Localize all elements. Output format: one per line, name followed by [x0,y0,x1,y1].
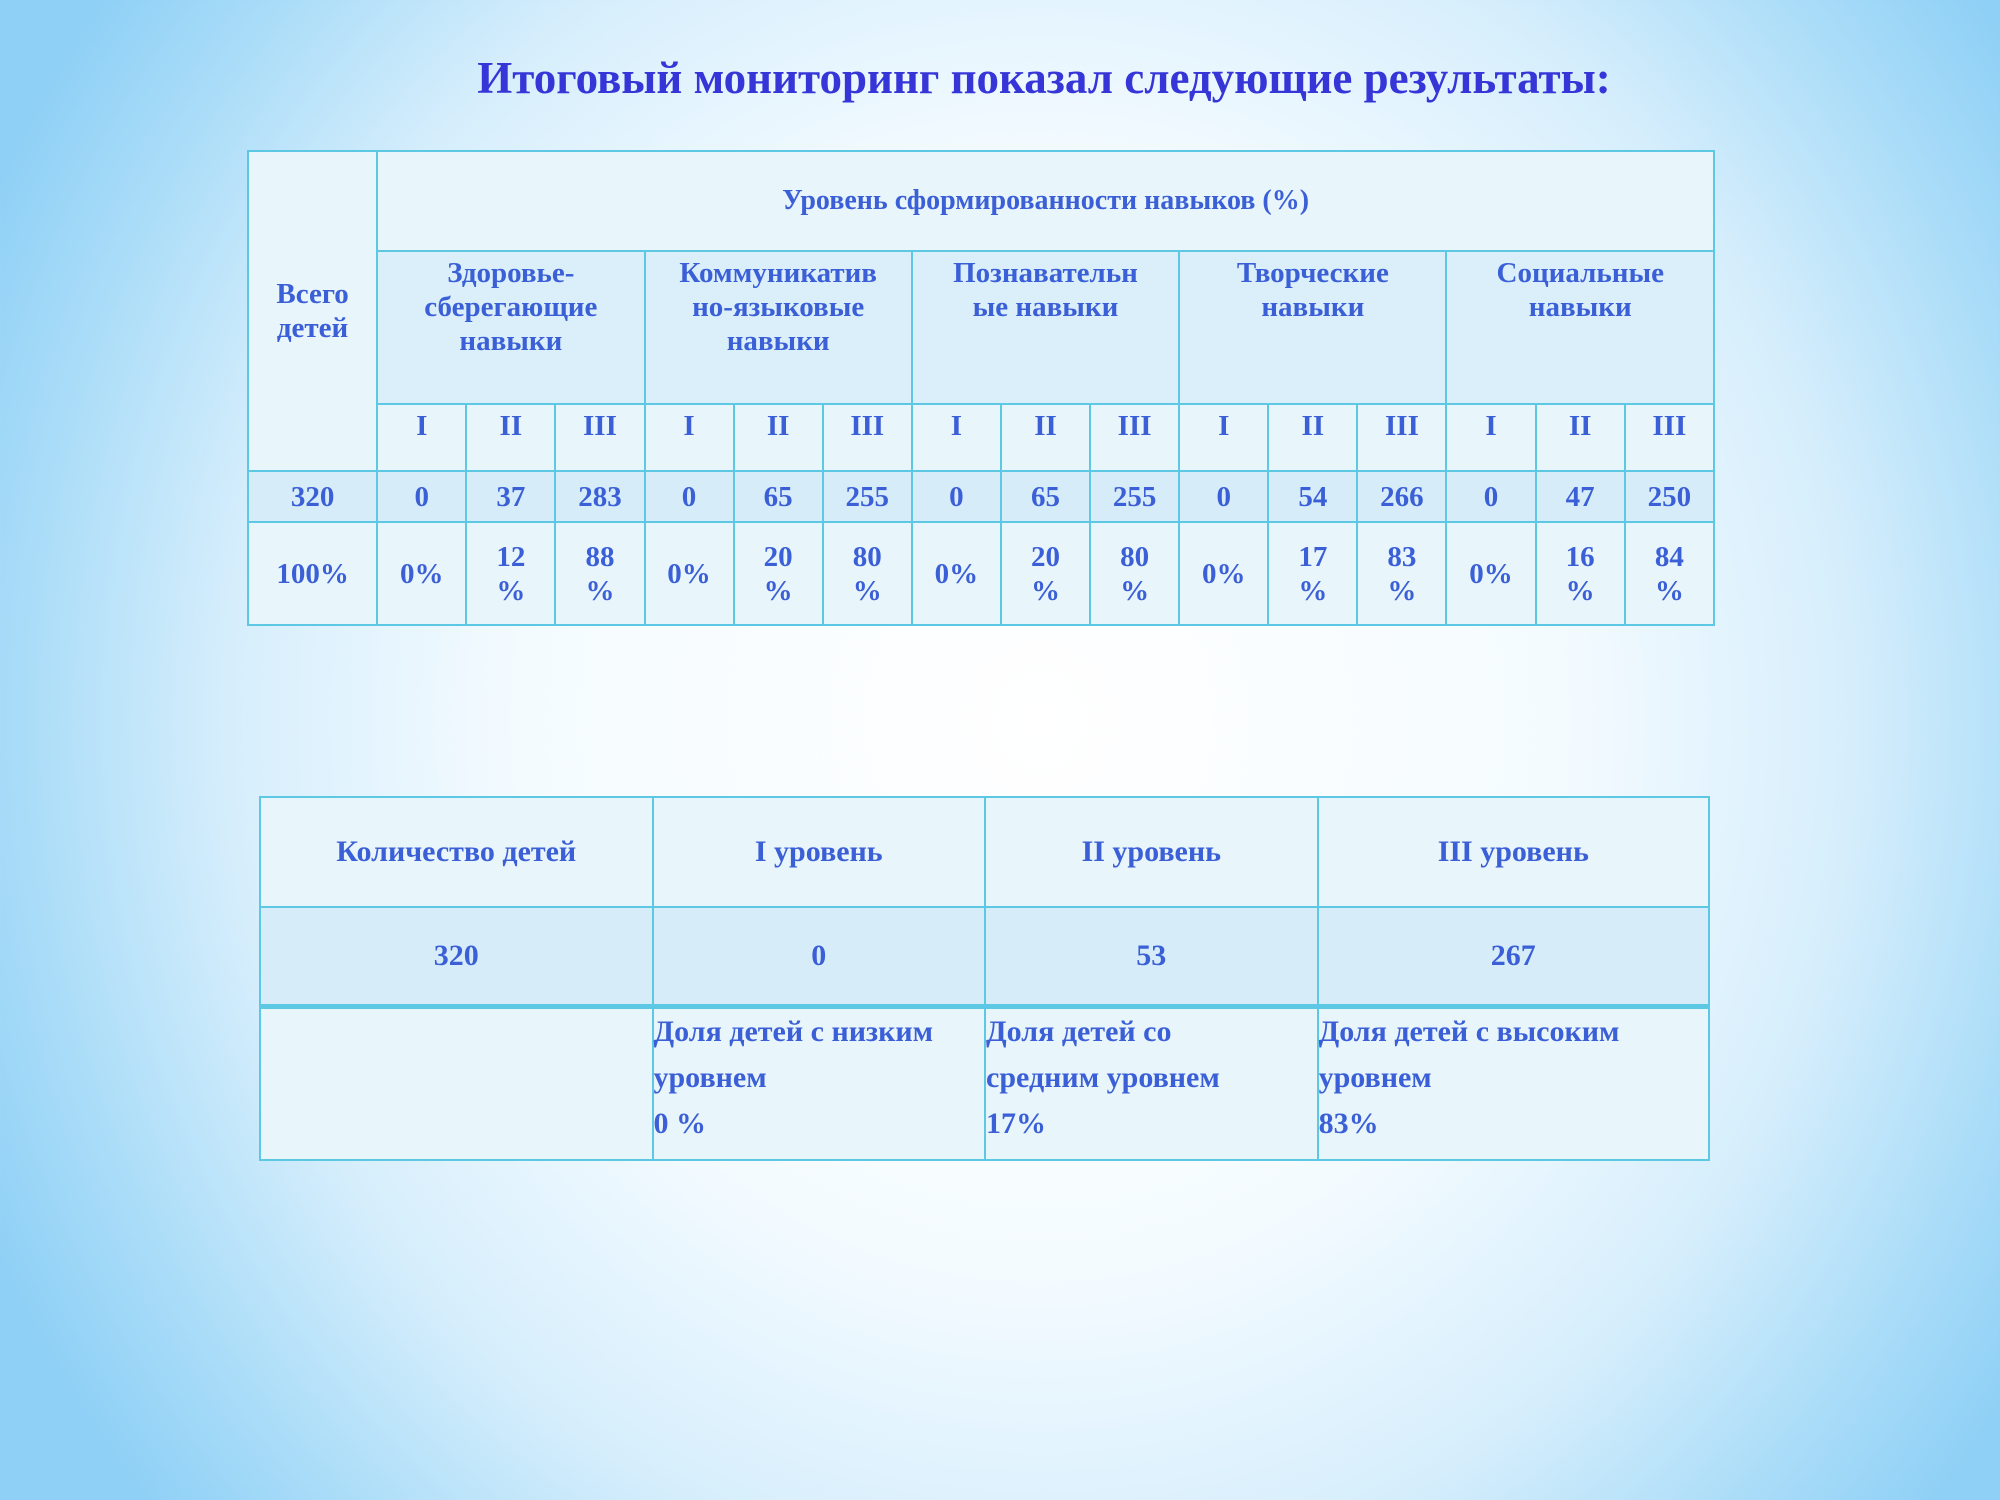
level-header: I [912,404,1001,471]
count-cell: 283 [555,471,644,522]
skills-level-header: Уровень сформированности навыков (%) [377,151,1714,251]
level-header: III [1090,404,1179,471]
level-1-header: I уровень [653,797,986,907]
level-summary-table [259,796,1710,1161]
count-cell: 0 [912,471,1001,522]
skills-monitoring-table [247,150,1715,626]
level-header: III [1625,404,1714,471]
level-header: II [1268,404,1357,471]
total-percent-cell: 100% [248,522,377,625]
level-header: II [734,404,823,471]
level-header: III [555,404,644,471]
group-health-saving: Здоровье- сберегающие навыки [377,251,644,404]
count-cell: 255 [823,471,912,522]
percent-cell: 16 % [1536,522,1625,625]
percent-cell: 0% [1179,522,1268,625]
percent-cell: 0% [645,522,734,625]
count-cell: 47 [1536,471,1625,522]
percent-cell: 80 % [823,522,912,625]
percent-cell: 83 % [1357,522,1446,625]
level-header: I [1179,404,1268,471]
page-title: Итоговый мониторинг показал следующие результаты: [477,53,1611,103]
percent-cell: 0% [912,522,1001,625]
percent-cell: 0% [377,522,466,625]
count-cell: 54 [1268,471,1357,522]
level-2-value: 53 [985,907,1318,1007]
percent-cell: 20 % [1001,522,1090,625]
count-cell: 255 [1090,471,1179,522]
children-count-header: Количество детей [260,797,653,907]
empty-cell [260,1007,653,1161]
level-header: I [1446,404,1535,471]
level-3-value: 267 [1318,907,1709,1007]
group-social: Социальные навыки [1446,251,1714,404]
level-1-value: 0 [653,907,986,1007]
level-header: I [645,404,734,471]
percent-cell: 17 % [1268,522,1357,625]
high-level-share: Доля детей с высоким уровнем 83% [1318,1007,1709,1161]
level-2-header: II уровень [985,797,1318,907]
count-cell: 37 [466,471,555,522]
level-header: II [466,404,555,471]
group-creative: Творческие навыки [1179,251,1446,404]
level-3-header: III уровень [1318,797,1709,907]
level-header: II [1536,404,1625,471]
percent-cell: 80 % [1090,522,1179,625]
total-children-header: Всего детей [248,151,377,471]
medium-level-share: Доля детей со средним уровнем 17% [985,1007,1318,1161]
percent-cell: 0% [1446,522,1535,625]
level-header: I [377,404,466,471]
low-level-share: Доля детей с низким уровнем 0 % [653,1007,986,1161]
percent-cell: 20 % [734,522,823,625]
total-count-cell: 320 [248,471,377,522]
percent-cell: 84 % [1625,522,1714,625]
children-count-value: 320 [260,907,653,1007]
percent-cell: 12 % [466,522,555,625]
count-cell: 0 [1179,471,1268,522]
level-header: III [1357,404,1446,471]
count-cell: 65 [734,471,823,522]
count-cell: 0 [645,471,734,522]
percent-cell: 88 % [555,522,644,625]
level-header: III [823,404,912,471]
count-cell: 266 [1357,471,1446,522]
count-cell: 250 [1625,471,1714,522]
count-cell: 0 [377,471,466,522]
count-cell: 65 [1001,471,1090,522]
count-cell: 0 [1446,471,1535,522]
group-communicative-language: Коммуникатив но-языковые навыки [645,251,912,404]
level-header: II [1001,404,1090,471]
group-cognitive: Познавательн ые навыки [912,251,1179,404]
